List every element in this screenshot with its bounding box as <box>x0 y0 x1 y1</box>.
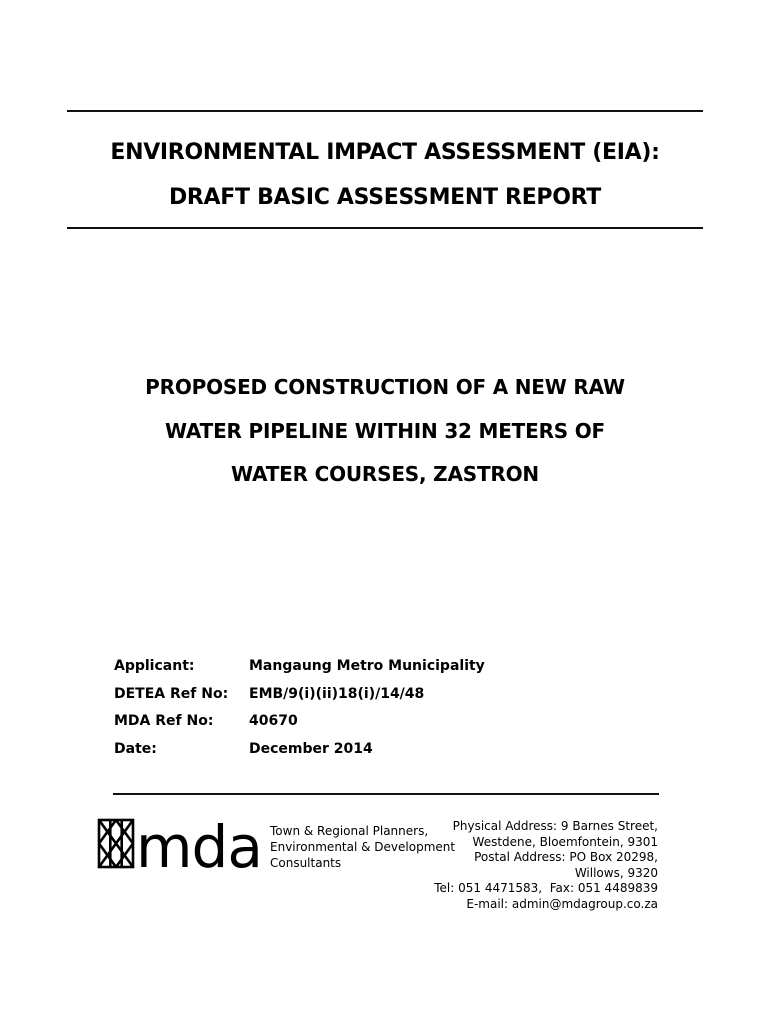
detail-row-date <box>114 737 674 765</box>
detail-value: Mangaung Metro Municipality <box>249 658 485 674</box>
detail-label: Applicant: <box>114 658 195 674</box>
detail-value: 40670 <box>249 713 298 729</box>
project-title-line-3: WATER COURSES, ZASTRON <box>231 462 539 486</box>
address-line: Physical Address: 9 Barnes Street, <box>452 819 658 833</box>
project-title-line-1: PROPOSED CONSTRUCTION OF A NEW RAW <box>145 375 625 399</box>
detail-value: EMB/9(i)(ii)18(i)/14/48 <box>249 685 425 702</box>
address-line: E-mail: admin@mdagroup.co.za <box>466 896 658 911</box>
address-line: Tel: 051 4471583, Fax: 051 4489839 <box>434 881 658 895</box>
detail-row-detea-ref <box>114 682 674 710</box>
detail-row-mda-ref <box>114 709 674 737</box>
logo-wordmark: mda <box>136 818 262 870</box>
detail-label: Date: <box>114 740 157 757</box>
footer-rule <box>113 793 659 795</box>
report-title-line-1: ENVIRONMENTAL IMPACT ASSESSMENT (EIA): <box>110 140 660 165</box>
address-line: Westdene, Bloemfontein, 9301 <box>472 834 658 849</box>
mda-logo <box>97 818 262 874</box>
tagline-line: Environmental & Development <box>270 840 456 854</box>
project-title-line-2: WATER PIPELINE WITHIN 32 METERS OF <box>164 419 606 443</box>
address-line: Willows, 9320 <box>574 865 658 880</box>
detail-label: DETEA Ref No: <box>114 685 229 702</box>
report-title-line-2: DRAFT BASIC ASSESSMENT REPORT <box>168 185 602 210</box>
detail-row-applicant <box>114 654 674 682</box>
tagline-line: Town & Regional Planners, <box>270 824 429 838</box>
company-address <box>434 819 658 912</box>
detail-value: December 2014 <box>249 740 373 757</box>
detail-label: MDA Ref No: <box>114 713 214 729</box>
company-tagline <box>270 823 455 871</box>
title-bottom-rule <box>67 227 703 229</box>
report-details <box>114 654 674 764</box>
top-rule <box>67 110 703 112</box>
tagline-line: Consultants <box>270 856 342 870</box>
address-line: Postal Address: PO Box 20298, <box>474 850 658 864</box>
mda-lattice-logo-icon <box>97 818 262 870</box>
